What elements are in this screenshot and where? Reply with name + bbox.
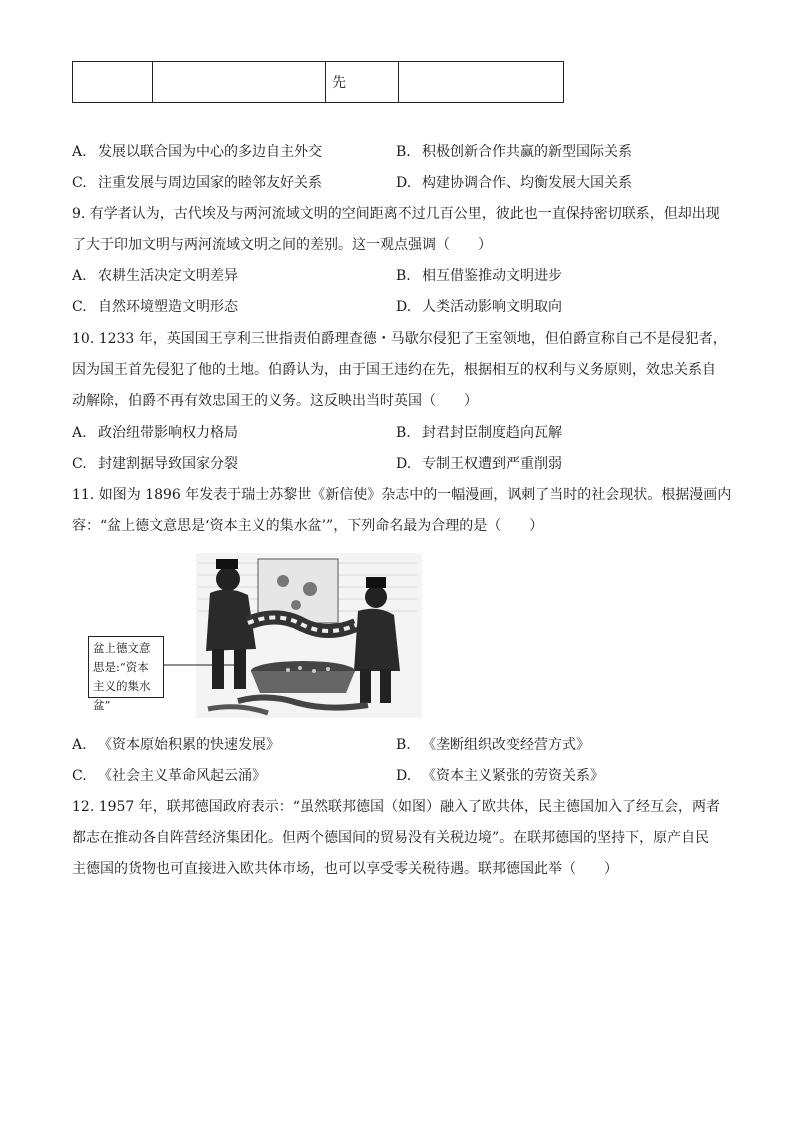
- q9-option-a: A. 农耕生活决定文明差异: [72, 268, 238, 284]
- q11-option-b: B. 《垄断组织改变经营方式》: [396, 737, 590, 753]
- table-row: [73, 62, 564, 103]
- q9-option-b: B. 相互借鉴推动文明进步: [396, 268, 562, 284]
- q8-option-c: C. 注重发展与周边国家的睦邻友好关系: [72, 175, 322, 191]
- cartoon-caption-box: 盆上德文意思是:“资本主义的集水盆”: [88, 636, 164, 698]
- table-cell: [153, 62, 326, 103]
- q12-stem-line-2: 都志在推动各自阵营经济集团化。但两个德国间的贸易没有关税边境”。在联邦德国的坚持下，原产自民: [72, 830, 710, 846]
- answer-table-fragment: [72, 61, 564, 103]
- q10-option-d: D. 专制王权遭到严重削弱: [396, 456, 562, 472]
- q10-option-b: B. 封君封臣制度趋向瓦解: [396, 425, 562, 441]
- table-cell: [399, 62, 564, 103]
- q11-option-a: A. 《资本原始积累的快速发展》: [72, 737, 280, 753]
- q9-stem-line-2: 了大于印加文明与两河流域文明之间的差别。这一观点强调（ ）: [72, 237, 492, 253]
- q8-option-a: A. 发展以联合国为中心的多边自主外交: [72, 144, 322, 160]
- q12-stem-line-1: 12. 1957 年，联邦德国政府表示：“虽然联邦德国（如图）融入了欧共体，民主德国加入了经互会，两者: [72, 799, 720, 815]
- q8-option-d: D. 构建协调合作、均衡发展大国关系: [396, 175, 632, 191]
- q11-option-d: D. 《资本主义紧张的劳资关系》: [396, 768, 604, 784]
- q9-option-d: D. 人类活动影响文明取向: [396, 299, 562, 315]
- q11-stem-line-2: 容：“盆上德文意思是‘资本主义的集水盆’”，下列命名最为合理的是（ ）: [72, 518, 544, 534]
- q10-stem-line-3: 动解除，伯爵不再有效忠国王的义务。这反映出当时英国（ ）: [72, 393, 478, 409]
- q12-stem-line-3: 主德国的货物也可直接进入欧共体市场，也可以享受零关税待遇。联邦德国此举（ ）: [72, 861, 618, 877]
- table-cell: [73, 62, 153, 103]
- q10-option-c: C. 封建割据导致国家分裂: [72, 456, 238, 472]
- q9-stem-line-1: 9. 有学者认为，古代埃及与两河流域文明的空间距离不过几百公里，彼此也一直保持密切联系，但却出现: [72, 206, 720, 222]
- q10-stem-line-2: 因为国王首先侵犯了他的土地。伯爵认为，由于国王违约在先，根据相互的权利与义务原则，效忠关系自: [72, 362, 716, 378]
- q9-option-c: C. 自然环境塑造文明形态: [72, 299, 238, 315]
- q8-option-b: B. 积极创新合作共赢的新型国际关系: [396, 144, 632, 160]
- table-cell: 先: [326, 62, 399, 103]
- q11-stem-line-1: 11. 如图为 1896 年发表于瑞士苏黎世《新信使》杂志中的一幅漫画，讽刺了当时的社会现状。根据漫画内: [72, 487, 732, 503]
- q10-option-a: A. 政治纽带影响权力格局: [72, 425, 238, 441]
- q11-option-c: C. 《社会主义革命风起云涌》: [72, 768, 266, 784]
- q10-stem-line-1: 10. 1233 年，英国国王亨利三世指责伯爵理查德・马歇尔侵犯了王室领地，但伯爵宣称自己不是侵犯者，: [72, 331, 727, 347]
